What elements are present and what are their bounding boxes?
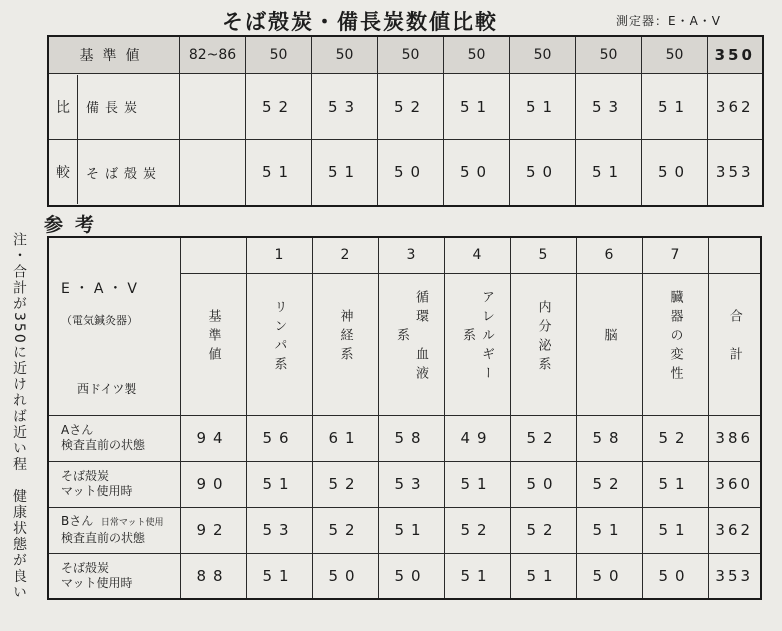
value-cell: 51 [246, 553, 312, 599]
column-number: 3 [378, 237, 444, 273]
row-label-line1: Bさん [61, 514, 94, 528]
device-origin: 西ドイツ製 [77, 382, 137, 396]
baseline-value: 50 [642, 36, 708, 74]
row-label [48, 461, 180, 507]
row-label [48, 507, 180, 553]
value-cell: 52 [444, 507, 510, 553]
reference-table [47, 236, 762, 600]
value-cell: 51 [642, 461, 708, 507]
column-label: 基準値 [205, 309, 221, 366]
value-cell: 51 [642, 507, 708, 553]
column-label: 神経系 [337, 309, 353, 366]
reference-heading: 参考 [44, 214, 107, 236]
table-row [48, 74, 763, 140]
column-number [708, 237, 761, 273]
value-cell: 51 [510, 553, 576, 599]
value-cell: 51 [576, 140, 642, 206]
total-cell: 360 [708, 461, 761, 507]
column-label: アレルギー系 [460, 290, 494, 385]
baseline-value: 50 [312, 36, 378, 74]
column-number: 4 [444, 237, 510, 273]
column-number-row [48, 237, 761, 273]
column-number: 6 [576, 237, 642, 273]
baseline-label: 基準値 [48, 36, 180, 74]
column-label: 臓器の変性 [667, 290, 683, 385]
value-cell: 53 [246, 507, 312, 553]
group-label-top: 比 [49, 75, 78, 139]
baseline-total: 350 [708, 36, 763, 74]
value-cell: 50 [642, 140, 708, 206]
baseline-value: 50 [444, 36, 510, 74]
value-cell: 53 [576, 74, 642, 140]
column-header [180, 273, 246, 415]
column-header [378, 273, 444, 415]
value-cell: 52 [378, 74, 444, 140]
device-cell [48, 237, 180, 415]
value-cell: 92 [180, 507, 246, 553]
value-cell: 51 [378, 507, 444, 553]
row-label [48, 415, 180, 461]
row-label-line1: Aさん [61, 423, 94, 437]
baseline-value: 50 [510, 36, 576, 74]
column-header [510, 273, 576, 415]
row-label-note: 日常マット使用 [100, 518, 164, 528]
value-cell: 58 [378, 415, 444, 461]
total-cell: 353 [708, 553, 761, 599]
value-cell: 94 [180, 415, 246, 461]
value-cell: 51 [444, 553, 510, 599]
value-cell: 52 [312, 461, 378, 507]
value-cell: 50 [510, 461, 576, 507]
column-label: 循環 血液系 [394, 290, 428, 385]
column-label: 脳 [601, 328, 617, 347]
column-header [576, 273, 642, 415]
value-cell: 51 [246, 461, 312, 507]
value-cell: 50 [312, 553, 378, 599]
column-header [246, 273, 312, 415]
column-header [444, 273, 510, 415]
row-label-line2: マット使用時 [61, 484, 133, 498]
total-cell: 353 [708, 140, 763, 206]
row-label: 備長炭 [86, 101, 144, 116]
column-label: 合 計 [726, 309, 742, 366]
value-cell: 58 [576, 415, 642, 461]
value-cell: 51 [246, 140, 312, 206]
value-cell: 52 [312, 507, 378, 553]
value-cell: 49 [444, 415, 510, 461]
total-cell: 362 [708, 507, 761, 553]
value-cell: 56 [246, 415, 312, 461]
row-label-line2: マット使用時 [61, 575, 133, 590]
table-row [48, 415, 761, 461]
value-cell: 88 [180, 553, 246, 599]
value-cell: 52 [510, 507, 576, 553]
value-cell: 53 [312, 74, 378, 140]
value-cell: 50 [444, 140, 510, 206]
column-number: 7 [642, 237, 708, 273]
group-label-bottom: 較 [49, 140, 78, 204]
value-cell: 52 [246, 74, 312, 140]
row-label-line1: そば殻炭 [61, 469, 110, 483]
column-number: 5 [510, 237, 576, 273]
table-row [48, 461, 761, 507]
value-cell: 51 [642, 74, 708, 140]
value-cell: 50 [378, 553, 444, 599]
value-cell: 51 [576, 507, 642, 553]
baseline-value: 50 [576, 36, 642, 74]
device-name: E・A・V [61, 281, 142, 297]
value-cell: 52 [510, 415, 576, 461]
row-label-line2: 検査直前の状態 [61, 531, 146, 545]
value-cell: 51 [444, 74, 510, 140]
baseline-value: 50 [378, 36, 444, 74]
value-cell: 52 [642, 415, 708, 461]
column-label: リンパ系 [271, 299, 287, 376]
value-cell [180, 140, 246, 206]
row-label-line1: そば殻炭 [61, 560, 110, 575]
column-number [180, 237, 246, 273]
row-label: そば殻炭 [86, 166, 163, 182]
value-cell: 53 [378, 461, 444, 507]
column-header [642, 273, 708, 415]
total-cell: 362 [708, 74, 763, 140]
side-note: 注・合計が350に近ければ近い程 健康状態が良い [11, 232, 27, 601]
value-cell: 50 [378, 140, 444, 206]
column-label: 内分泌系 [535, 299, 551, 376]
baseline-value: 50 [246, 36, 312, 74]
baseline-value: 82~86 [180, 36, 246, 74]
value-cell: 50 [510, 140, 576, 206]
page-title: そば殻炭・備長炭数値比較 [222, 10, 498, 34]
comparison-table [47, 35, 764, 207]
value-cell [180, 74, 246, 140]
value-cell: 50 [642, 553, 708, 599]
value-cell: 90 [180, 461, 246, 507]
value-cell: 52 [576, 461, 642, 507]
baseline-row [48, 36, 763, 74]
value-cell: 51 [444, 461, 510, 507]
value-cell: 51 [312, 140, 378, 206]
device-type: （電気鍼灸器） [61, 314, 138, 327]
value-cell: 51 [510, 74, 576, 140]
column-number: 1 [246, 237, 312, 273]
column-header [708, 273, 761, 415]
table-row [48, 140, 763, 206]
column-number: 2 [312, 237, 378, 273]
table-row [48, 553, 761, 599]
row-label [48, 553, 180, 599]
instrument-label: 測定器：E・A・V [616, 14, 722, 28]
column-header [312, 273, 378, 415]
total-cell: 386 [708, 415, 761, 461]
value-cell: 50 [576, 553, 642, 599]
table-row [48, 507, 761, 553]
value-cell: 61 [312, 415, 378, 461]
row-label-line2: 検査直前の状態 [61, 438, 146, 452]
